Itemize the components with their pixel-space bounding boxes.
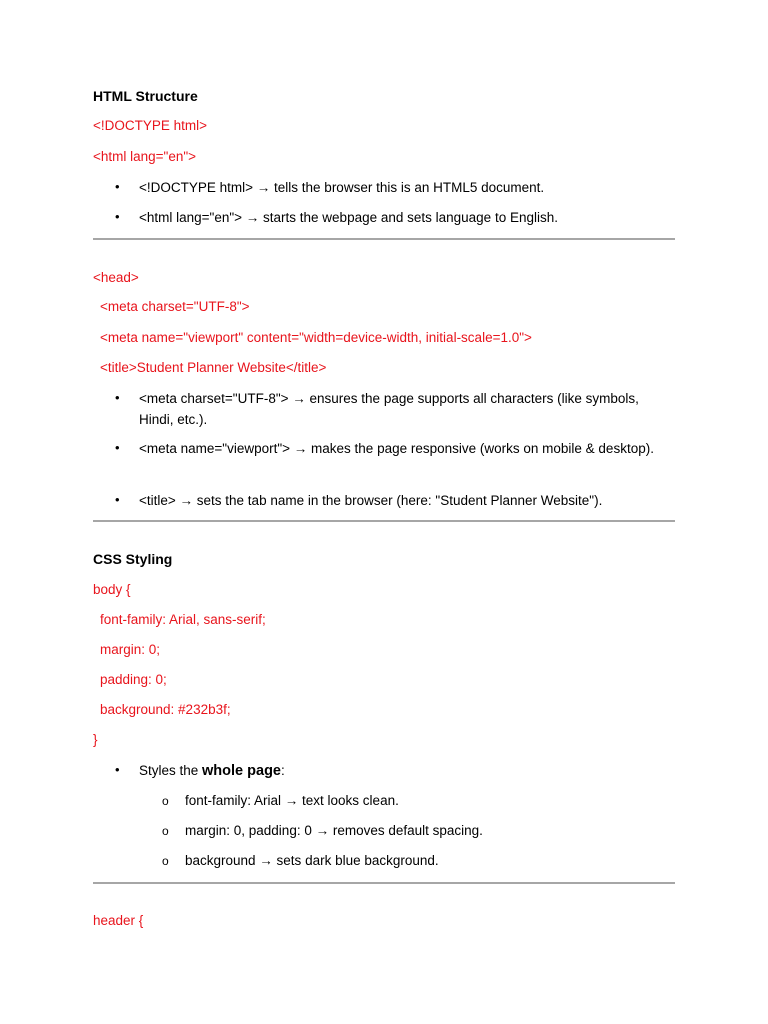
sub-bullet-marker: o <box>162 824 169 838</box>
code-line: <head> <box>93 270 139 285</box>
code-line: body { <box>93 582 131 597</box>
code-line: background: #232b3f; <box>100 702 231 717</box>
code-line: <meta charset="UTF-8"> <box>100 299 250 314</box>
code-line: font-family: Arial, sans-serif; <box>100 612 266 627</box>
sub-list-item-text: margin: 0, padding: 0 → removes default spacing. <box>185 823 483 838</box>
code-line: <title>Student Planner Website</title> <box>100 360 327 375</box>
list-item-text: <!DOCTYPE html> → tells the browser this is an HTML5 document. <box>139 180 545 195</box>
list-item-text: <meta charset="UTF-8"> → ensures the page supports all characters (like symbols, Hindi, etc.). <box>139 391 639 427</box>
list-item-text: <meta name="viewport"> → makes the page responsive (works on mobile & desktop). <box>139 441 654 456</box>
bullet-marker: • <box>115 390 120 405</box>
code-line: padding: 0; <box>100 672 167 687</box>
bullet-marker: • <box>115 762 120 777</box>
section-heading-css-styling: CSS Styling <box>93 551 173 567</box>
bullet-marker: • <box>115 179 120 194</box>
list-item-text <box>139 760 669 782</box>
bullet-marker: • <box>115 209 120 224</box>
sub-list-item-text: background → sets dark blue background. <box>185 853 439 868</box>
horizontal-divider <box>93 238 675 240</box>
list-item-prefix: Styles the <box>139 763 203 778</box>
horizontal-divider <box>93 520 675 522</box>
code-line: <html lang="en"> <box>93 149 197 164</box>
list-item-text: <html lang="en"> → starts the webpage and sets language to English. <box>139 210 558 225</box>
code-line: } <box>93 732 98 747</box>
sub-list-item-text: font-family: Arial → text looks clean. <box>185 793 399 808</box>
sub-bullet-marker: o <box>162 794 169 808</box>
horizontal-divider <box>93 882 675 884</box>
list-item-emphasis: whole page <box>202 763 281 779</box>
sub-bullet-marker: o <box>162 854 169 868</box>
section-heading-html-structure: HTML Structure <box>93 88 198 104</box>
bullet-marker: • <box>115 492 120 507</box>
bullet-marker: • <box>115 440 120 455</box>
code-line: margin: 0; <box>100 642 161 657</box>
code-line: header { <box>93 913 144 928</box>
list-item-suffix: : <box>281 763 285 778</box>
list-item-text: <title> → sets the tab name in the browser (here: "Student Planner Website"). <box>139 493 603 508</box>
code-line: <meta name="viewport" content="width=device-width, initial-scale=1.0"> <box>100 330 532 345</box>
code-line: <!DOCTYPE html> <box>93 118 208 133</box>
